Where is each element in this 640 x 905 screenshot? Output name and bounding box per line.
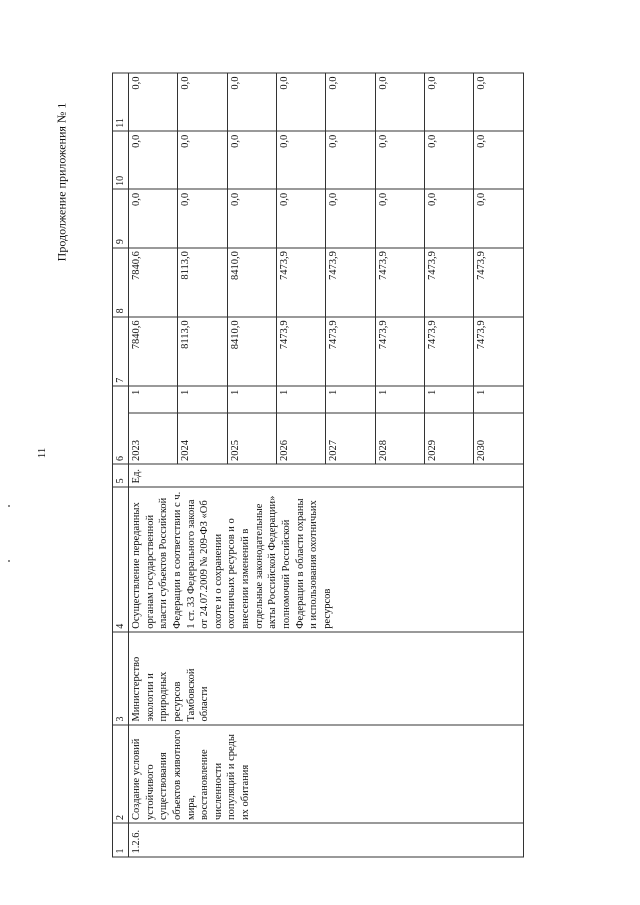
program-table xyxy=(112,73,524,858)
target-value: 1 xyxy=(178,386,227,413)
target-value: 1 xyxy=(375,386,424,413)
regional-funding: 0,0 xyxy=(425,189,474,247)
target-value: 1 xyxy=(425,386,474,413)
total-funding: 7473,9 xyxy=(375,317,424,386)
total-funding: 8113,0 xyxy=(178,317,227,386)
federal-funding: 7473,9 xyxy=(326,248,375,317)
regional-funding: 0,0 xyxy=(474,189,524,247)
scan-speck xyxy=(8,560,10,562)
year-cell: 2026 xyxy=(277,413,326,464)
local-funding: 0,0 xyxy=(474,131,524,189)
local-funding: 0,0 xyxy=(227,131,276,189)
local-funding: 0,0 xyxy=(178,131,227,189)
other-funding: 0,0 xyxy=(326,73,375,131)
other-funding: 0,0 xyxy=(227,73,276,131)
rotated-table-container xyxy=(112,73,524,858)
year-cell: 2027 xyxy=(326,413,375,464)
other-funding: 0,0 xyxy=(375,73,424,131)
total-funding: 8410,0 xyxy=(227,317,276,386)
regional-funding: 0,0 xyxy=(375,189,424,247)
measure-name: Создание условий устойчивого существования объектов животного мира, восстановление численности популяций и среды их обитания xyxy=(129,725,524,823)
local-funding: 0,0 xyxy=(277,131,326,189)
indicator-description: Осуществление переданных органам государственной власти субъектов Российской Федерации в соответствии с ч. 1 ст. 33 Федерального закона от 24.07.2009 № 209-ФЗ «Об охоте и о сохранении охотничьих ресурсов и о внесении изменений в отдельные законодательные акты Российской Федерации» полномочий Российской Федерации в области охраны и использования охотничьих ресурсов xyxy=(129,487,524,632)
regional-funding: 0,0 xyxy=(326,189,375,247)
federal-funding: 7473,9 xyxy=(277,248,326,317)
total-funding: 7473,9 xyxy=(474,317,524,386)
col-header: 1 xyxy=(113,823,129,857)
federal-funding: 7473,9 xyxy=(474,248,524,317)
other-funding: 0,0 xyxy=(425,73,474,131)
col-header: 2 xyxy=(113,725,129,823)
target-value: 1 xyxy=(227,386,276,413)
target-value: 1 xyxy=(474,386,524,413)
col-header: 6 xyxy=(113,386,129,464)
local-funding: 0,0 xyxy=(129,131,178,189)
year-cell: 2024 xyxy=(178,413,227,464)
col-header: 11 xyxy=(113,73,129,131)
regional-funding: 0,0 xyxy=(227,189,276,247)
col-header: 10 xyxy=(113,131,129,189)
other-funding: 0,0 xyxy=(277,73,326,131)
federal-funding: 7473,9 xyxy=(375,248,424,317)
target-value: 1 xyxy=(326,386,375,413)
regional-funding: 0,0 xyxy=(277,189,326,247)
header-row xyxy=(113,73,129,857)
federal-funding: 7473,9 xyxy=(425,248,474,317)
federal-funding: 8410,0 xyxy=(227,248,276,317)
regional-funding: 0,0 xyxy=(178,189,227,247)
col-header: 9 xyxy=(113,189,129,247)
total-funding: 7473,9 xyxy=(277,317,326,386)
total-funding: 7473,9 xyxy=(326,317,375,386)
federal-funding: 7840,6 xyxy=(129,248,178,317)
page-number: 11 xyxy=(36,447,48,459)
year-cell: 2030 xyxy=(474,413,524,464)
other-funding: 0,0 xyxy=(474,73,524,131)
regional-funding: 0,0 xyxy=(129,189,178,247)
year-cell: 2025 xyxy=(227,413,276,464)
col-header: 4 xyxy=(113,487,129,632)
target-value: 1 xyxy=(129,386,178,413)
col-header: 3 xyxy=(113,632,129,725)
col-header: 7 xyxy=(113,317,129,386)
table-row xyxy=(129,73,178,857)
total-funding: 7840,6 xyxy=(129,317,178,386)
local-funding: 0,0 xyxy=(375,131,424,189)
local-funding: 0,0 xyxy=(425,131,474,189)
appendix-title: Продолжение приложения № 1 xyxy=(54,102,69,262)
row-number: 1.2.6. xyxy=(129,823,524,857)
target-value: 1 xyxy=(277,386,326,413)
unit: Ед. xyxy=(129,464,524,486)
federal-funding: 8113,0 xyxy=(178,248,227,317)
total-funding: 7473,9 xyxy=(425,317,474,386)
local-funding: 0,0 xyxy=(326,131,375,189)
year-cell: 2029 xyxy=(425,413,474,464)
col-header: 5 xyxy=(113,464,129,486)
year-cell: 2023 xyxy=(129,413,178,464)
other-funding: 0,0 xyxy=(178,73,227,131)
scan-speck xyxy=(8,505,10,507)
other-funding: 0,0 xyxy=(129,73,178,131)
col-header: 8 xyxy=(113,248,129,317)
executor: Министерство экологии и природных ресурсов Тамбовской области xyxy=(129,632,524,725)
year-cell: 2028 xyxy=(375,413,424,464)
